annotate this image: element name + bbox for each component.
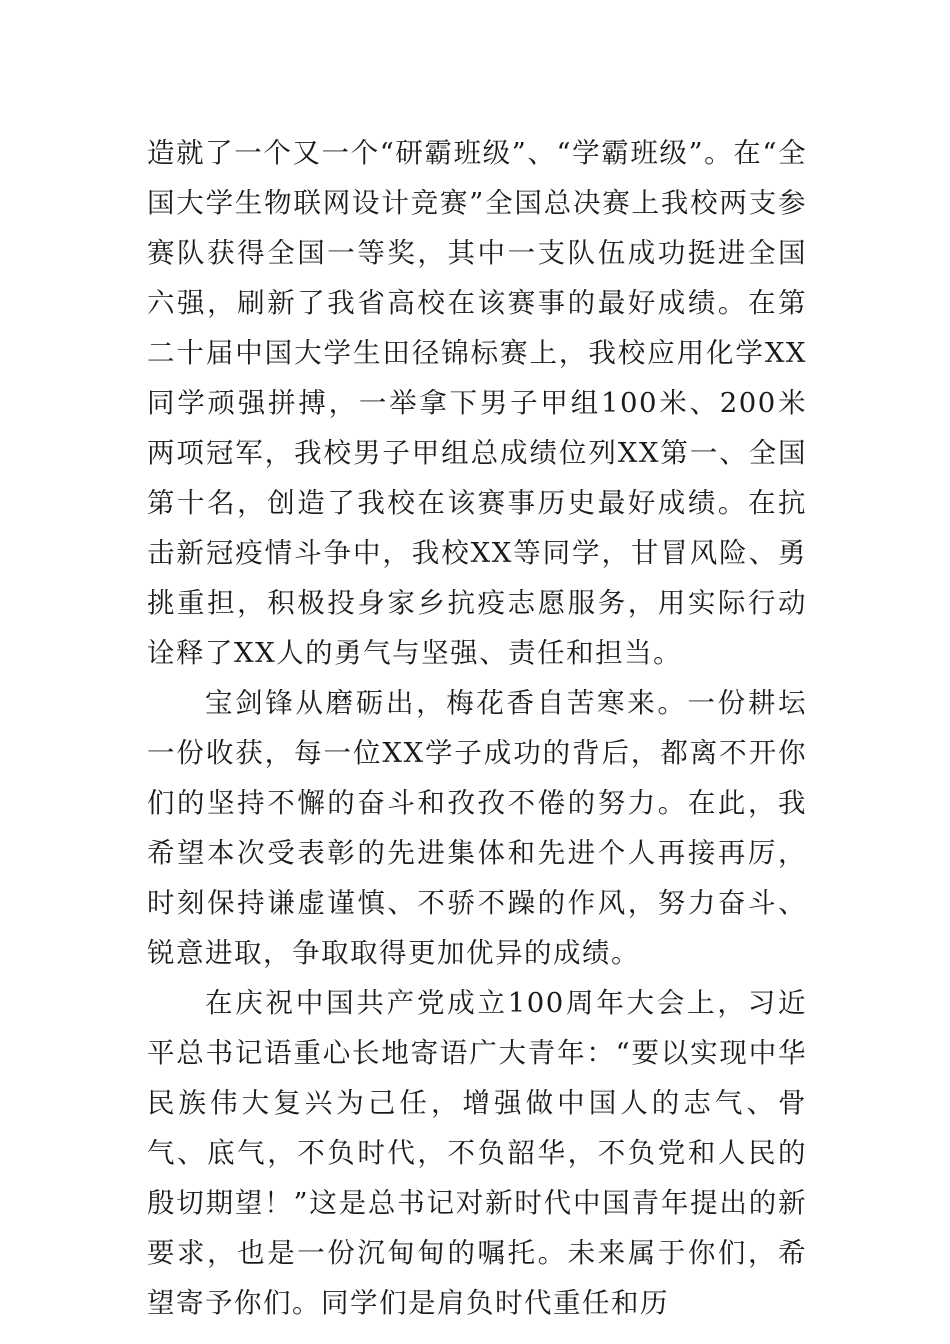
paragraph-centenary-quote: 在庆祝中国共产党成立100周年大会上，习近平总书记语重心长地寄语广大青年：“要以实现中华民族伟大复兴为己任，增强做中国人的志气、骨气、底气，不负时代，不负韶华，不负党和人民的殷切期望！”这是总书记对新时代中国青年提出的新要求，也是一份沉甸甸的嘱托。未来属于你们，希望寄予你们。同学们是肩负时代重任和历: [147, 987, 807, 1319]
document-body: [147, 128, 807, 1328]
paragraph-continued: 造就了一个又一个“研霸班级”、“学霸班级”。在“全国大学生物联网设计竞赛”全国总决赛上我校两支参赛队获得全国一等奖，其中一支队伍成功挺进全国六强，刷新了我省高校在该赛事的最好成绩。在第二十届中国大学生田径锦标赛上，我校应用化学XX同学顽强拼搏，一举拿下男子甲组100米、200米两项冠军，我校男子甲组总成绩位列XX第一、全国第十名，创造了我校在该赛事历史最好成绩。在抗击新冠疫情斗争中，我校XX等同学，甘冒风险、勇挑重担，积极投身家乡抗疫志愿服务，用实际行动诠释了XX人的勇气与坚强、责任和担当。: [147, 137, 807, 669]
paragraph-encouragement: 宝剑锋从磨砺出，梅花香自苦寒来。一份耕坛一份收获，每一位XX学子成功的背后，都离不开你们的坚持不懈的奋斗和孜孜不倦的努力。在此，我希望本次受表彰的先进集体和先进个人再接再厉，时刻保持谦虚谨慎、不骄不躁的作风，努力奋斗、锐意进取，争取取得更加优异的成绩。: [147, 687, 807, 969]
